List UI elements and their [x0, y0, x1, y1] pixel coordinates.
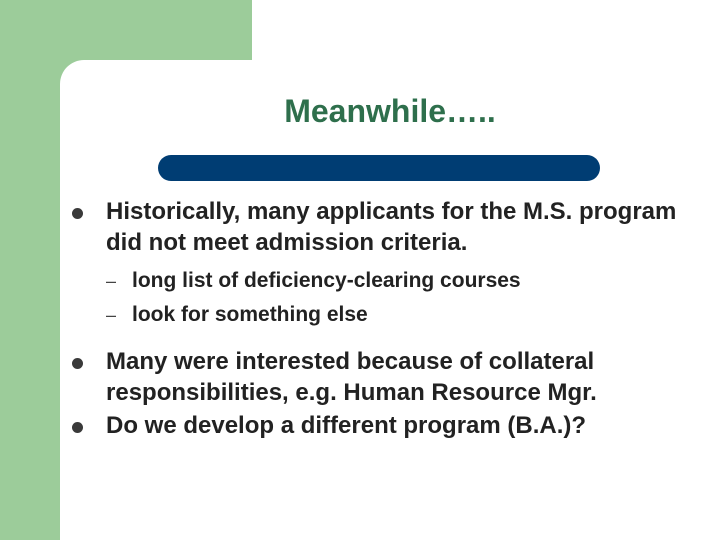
bullet-text: Do we develop a different program (B.A.)?	[106, 412, 587, 439]
bullet-dot-icon	[72, 208, 83, 219]
bullet-dot-icon	[72, 422, 83, 433]
slide-title: Meanwhile…..	[284, 93, 496, 129]
sub-bullet-text: long list of deficiency-clearing courses	[132, 269, 521, 292]
bullet-item	[72, 346, 692, 408]
bullet-list	[72, 196, 692, 453]
bullet-text: Many were interested because of collateral responsibilities, e.g. Human Resource Mgr.	[106, 348, 597, 406]
bullet-item	[72, 196, 692, 332]
sub-bullet-text: look for something else	[132, 303, 368, 326]
sub-bullet-item	[106, 298, 692, 332]
sub-bullet-list	[106, 264, 692, 332]
dash-icon: –	[106, 305, 117, 325]
bullet-item	[72, 410, 692, 441]
bullet-text: Historically, many applicants for the M.S. program did not meet admission criteria.	[106, 198, 677, 256]
title-underline-bar	[158, 155, 600, 181]
bullet-dot-icon	[72, 358, 83, 369]
dash-icon: –	[106, 271, 117, 291]
sub-bullet-item	[106, 264, 692, 298]
